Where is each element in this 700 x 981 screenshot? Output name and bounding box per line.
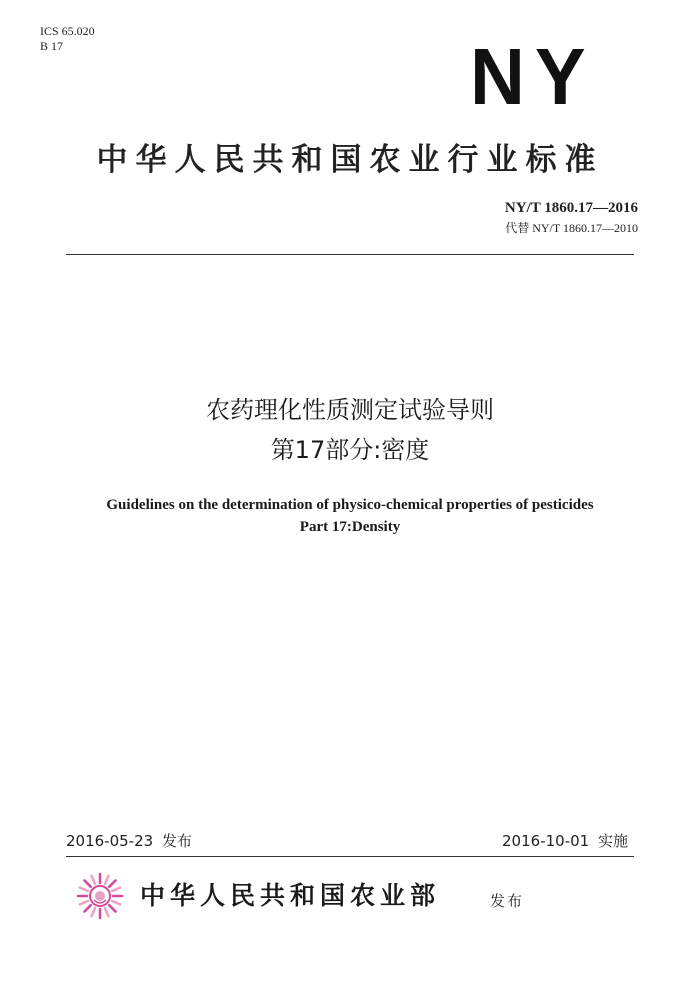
effective-label: 实施	[597, 832, 628, 850]
bottom-divider	[66, 856, 634, 857]
publisher-suffix: 发布	[490, 892, 525, 910]
en-title-line-2: Part 17:Density	[299, 519, 401, 535]
cn-title-line-1: 农药理化性质测定试验导则	[206, 396, 494, 424]
effective-date: 2016-10-01	[502, 832, 590, 850]
ics-classification	[40, 24, 95, 54]
cn-title-line-2: 第17部分:密度	[270, 436, 430, 464]
ministry-emblem-icon	[76, 872, 124, 920]
standard-number: NY/T 1860.17—2016	[504, 200, 638, 216]
ny-logo: NY	[470, 32, 596, 122]
effective-date-block	[502, 830, 632, 851]
chinese-document-title	[60, 390, 640, 470]
standard-number-block	[505, 200, 638, 236]
en-title-line-1: Guidelines on the determination of physico-chemical properties of pesticides	[106, 497, 594, 513]
category-code: B 17	[40, 39, 64, 53]
issued-label: 发布	[161, 832, 192, 850]
issued-date: 2016-05-23	[66, 832, 154, 850]
top-divider	[66, 254, 634, 255]
publisher-name: 中华人民共和国农业部	[140, 881, 441, 910]
ics-code: ICS 65.020	[40, 24, 95, 38]
english-document-title	[40, 494, 660, 538]
standard-title: 中华人民共和国农业行业标准	[96, 142, 604, 178]
issued-date-block	[66, 830, 196, 851]
replaces-standard: 代替 NY/T 1860.17—2010	[505, 221, 638, 235]
